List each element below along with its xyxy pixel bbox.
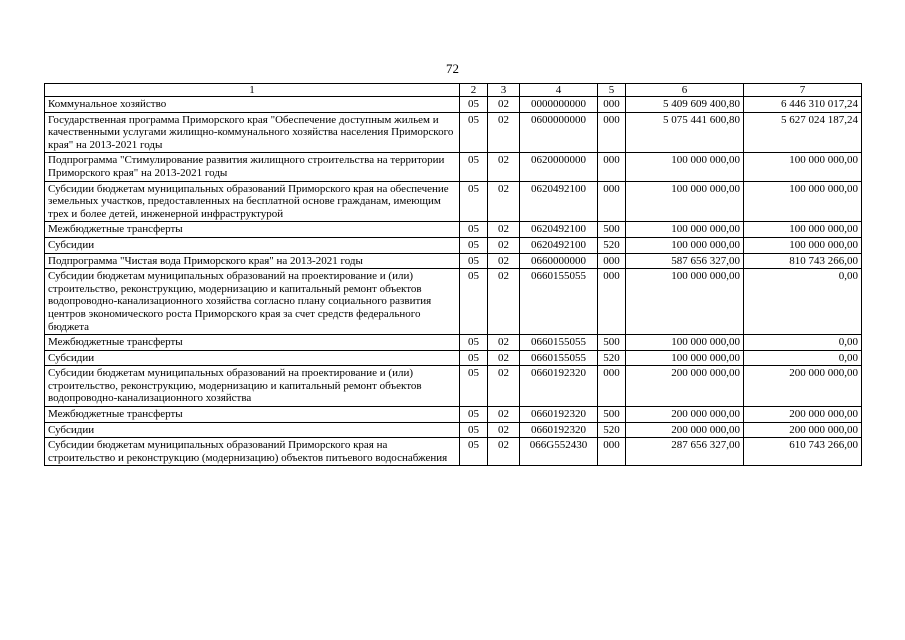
row-name: Субсидии бюджетам муниципальных образований Приморского края на обеспечение земельных участков, предоставленных на бесплатной основе гражданам, имеющим трех и более детей, инженерной инфраструктурой xyxy=(45,181,460,222)
column-header-2: 2 xyxy=(460,84,488,97)
amount-column-6: 100 000 000,00 xyxy=(626,237,744,253)
expense-type-code: 500 xyxy=(598,222,626,238)
target-code: 0660192320 xyxy=(520,422,598,438)
expense-type-code: 500 xyxy=(598,407,626,423)
target-code: 066G552430 xyxy=(520,438,598,466)
amount-column-6: 100 000 000,00 xyxy=(626,222,744,238)
column-header-1: 1 xyxy=(45,84,460,97)
amount-column-7: 100 000 000,00 xyxy=(744,153,862,181)
table-row xyxy=(45,407,862,423)
section-code: 05 xyxy=(460,350,488,366)
target-code: 0620492100 xyxy=(520,237,598,253)
table-row xyxy=(45,438,862,466)
section-code: 05 xyxy=(460,253,488,269)
expense-type-code: 000 xyxy=(598,97,626,113)
amount-column-7: 0,00 xyxy=(744,335,862,351)
row-name: Коммунальное хозяйство xyxy=(45,97,460,113)
row-name: Подпрограмма "Чистая вода Приморского края" на 2013-2021 годы xyxy=(45,253,460,269)
table-row xyxy=(45,181,862,222)
amount-column-7: 610 743 266,00 xyxy=(744,438,862,466)
expense-type-code: 500 xyxy=(598,335,626,351)
amount-column-7: 200 000 000,00 xyxy=(744,407,862,423)
table-body xyxy=(45,97,862,466)
target-code: 0660192320 xyxy=(520,366,598,407)
table-row xyxy=(45,112,862,153)
expense-type-code: 000 xyxy=(598,269,626,335)
amount-column-6: 200 000 000,00 xyxy=(626,407,744,423)
amount-column-6: 100 000 000,00 xyxy=(626,153,744,181)
amount-column-6: 287 656 327,00 xyxy=(626,438,744,466)
table-row xyxy=(45,350,862,366)
expense-type-code: 520 xyxy=(598,237,626,253)
section-code: 05 xyxy=(460,237,488,253)
target-code: 0660155055 xyxy=(520,335,598,351)
target-code: 0620492100 xyxy=(520,181,598,222)
row-name: Субсидии xyxy=(45,237,460,253)
table-row xyxy=(45,366,862,407)
section-code: 05 xyxy=(460,438,488,466)
target-code: 0620492100 xyxy=(520,222,598,238)
amount-column-7: 5 627 024 187,24 xyxy=(744,112,862,153)
amount-column-6: 587 656 327,00 xyxy=(626,253,744,269)
subsection-code: 02 xyxy=(488,181,520,222)
subsection-code: 02 xyxy=(488,153,520,181)
expense-type-code: 000 xyxy=(598,112,626,153)
amount-column-7: 0,00 xyxy=(744,350,862,366)
subsection-code: 02 xyxy=(488,253,520,269)
section-code: 05 xyxy=(460,422,488,438)
row-name: Межбюджетные трансферты xyxy=(45,222,460,238)
section-code: 05 xyxy=(460,153,488,181)
subsection-code: 02 xyxy=(488,350,520,366)
section-code: 05 xyxy=(460,269,488,335)
row-name: Субсидии xyxy=(45,422,460,438)
section-code: 05 xyxy=(460,335,488,351)
amount-column-7: 100 000 000,00 xyxy=(744,237,862,253)
target-code: 0600000000 xyxy=(520,112,598,153)
column-header-5: 5 xyxy=(598,84,626,97)
section-code: 05 xyxy=(460,112,488,153)
subsection-code: 02 xyxy=(488,366,520,407)
row-name: Субсидии бюджетам муниципальных образований на проектирование и (или) строительство, реконструкцию, модернизацию и капитальный ремонт объектов водопроводно-канализационного хозяйства согласно плану социального развития центров экономического роста Приморского края за счет средств федерального бюджета xyxy=(45,269,460,335)
column-header-6: 6 xyxy=(626,84,744,97)
amount-column-6: 100 000 000,00 xyxy=(626,350,744,366)
table-row xyxy=(45,153,862,181)
target-code: 0660155055 xyxy=(520,350,598,366)
row-name: Подпрограмма "Стимулирование развития жилищного строительства на территории Приморского края" на 2013-2021 годы xyxy=(45,153,460,181)
section-code: 05 xyxy=(460,97,488,113)
amount-column-6: 100 000 000,00 xyxy=(626,269,744,335)
target-code: 0660192320 xyxy=(520,407,598,423)
row-name: Субсидии бюджетам муниципальных образований на проектирование и (или) строительство, реконструкцию, модернизацию и капитальный ремонт объектов водопроводно-канализационного хозяйства xyxy=(45,366,460,407)
row-name: Государственная программа Приморского края "Обеспечение доступным жильем и качественными услугами жилищно-коммунального хозяйства населения Приморского края" на 2013-2021 годы xyxy=(45,112,460,153)
section-code: 05 xyxy=(460,366,488,407)
expense-type-code: 000 xyxy=(598,366,626,407)
amount-column-7: 200 000 000,00 xyxy=(744,422,862,438)
subsection-code: 02 xyxy=(488,269,520,335)
amount-column-6: 5 075 441 600,80 xyxy=(626,112,744,153)
table-header-row xyxy=(45,84,862,97)
expense-type-code: 000 xyxy=(598,253,626,269)
target-code: 0660000000 xyxy=(520,253,598,269)
subsection-code: 02 xyxy=(488,438,520,466)
table-row xyxy=(45,335,862,351)
expense-type-code: 520 xyxy=(598,350,626,366)
amount-column-6: 200 000 000,00 xyxy=(626,366,744,407)
amount-column-6: 100 000 000,00 xyxy=(626,335,744,351)
subsection-code: 02 xyxy=(488,422,520,438)
amount-column-7: 100 000 000,00 xyxy=(744,222,862,238)
target-code: 0000000000 xyxy=(520,97,598,113)
subsection-code: 02 xyxy=(488,97,520,113)
subsection-code: 02 xyxy=(488,407,520,423)
column-header-3: 3 xyxy=(488,84,520,97)
expense-type-code: 000 xyxy=(598,181,626,222)
column-header-4: 4 xyxy=(520,84,598,97)
page-number: 72 xyxy=(446,61,459,76)
amount-column-6: 200 000 000,00 xyxy=(626,422,744,438)
budget-table xyxy=(44,83,862,466)
section-code: 05 xyxy=(460,181,488,222)
amount-column-7: 0,00 xyxy=(744,269,862,335)
row-name: Межбюджетные трансферты xyxy=(45,335,460,351)
expense-type-code: 000 xyxy=(598,153,626,181)
target-code: 0620000000 xyxy=(520,153,598,181)
section-code: 05 xyxy=(460,222,488,238)
expense-type-code: 520 xyxy=(598,422,626,438)
amount-column-7: 6 446 310 017,24 xyxy=(744,97,862,113)
subsection-code: 02 xyxy=(488,335,520,351)
section-code: 05 xyxy=(460,407,488,423)
amount-column-7: 200 000 000,00 xyxy=(744,366,862,407)
amount-column-7: 810 743 266,00 xyxy=(744,253,862,269)
amount-column-6: 5 409 609 400,80 xyxy=(626,97,744,113)
table-row xyxy=(45,97,862,113)
target-code: 0660155055 xyxy=(520,269,598,335)
table-row xyxy=(45,237,862,253)
table-row xyxy=(45,253,862,269)
amount-column-6: 100 000 000,00 xyxy=(626,181,744,222)
subsection-code: 02 xyxy=(488,237,520,253)
table-row xyxy=(45,422,862,438)
expense-type-code: 000 xyxy=(598,438,626,466)
subsection-code: 02 xyxy=(488,112,520,153)
row-name: Субсидии бюджетам муниципальных образований Приморского края на строительство и реконструкцию (модернизацию) объектов питьевого водоснабжения xyxy=(45,438,460,466)
column-header-7: 7 xyxy=(744,84,862,97)
row-name: Субсидии xyxy=(45,350,460,366)
row-name: Межбюджетные трансферты xyxy=(45,407,460,423)
amount-column-7: 100 000 000,00 xyxy=(744,181,862,222)
table-row xyxy=(45,222,862,238)
table-row xyxy=(45,269,862,335)
subsection-code: 02 xyxy=(488,222,520,238)
